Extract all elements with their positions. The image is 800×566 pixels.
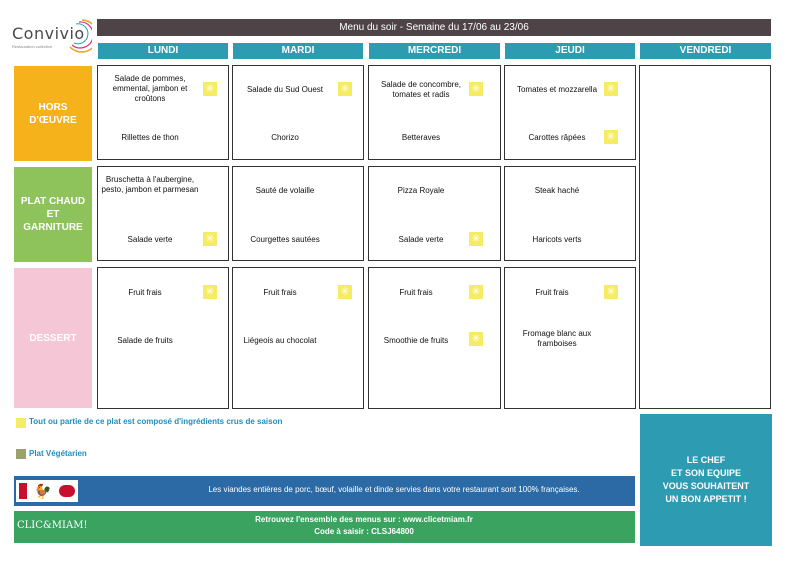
dish-item: Tomates et mozzarella [516, 85, 598, 94]
dish-item: Fruit frais [263, 288, 297, 297]
seasonal-star-icon: ✳ [604, 82, 618, 96]
website-line-1: Retrouvez l'ensemble des menus sur : www.clicetmiam.fr [255, 515, 473, 524]
chicken-icon: 🐓 [34, 482, 52, 499]
website-band [14, 511, 635, 543]
seasonal-star-icon: ✳ [338, 82, 352, 96]
category-plat-chaud: PLAT CHAUD ET GARNITURE [14, 167, 92, 262]
meat-icons [16, 480, 78, 502]
dish-item: Fruit frais [128, 288, 162, 297]
chef-message-box [640, 414, 772, 546]
dish-item: Bruschetta à l'aubergine, pesto, jambon et parmesan [101, 175, 199, 194]
dish-item: Smoothie de fruits [383, 336, 449, 345]
chef-line: ET SON EQUIPE [670, 468, 741, 478]
dish-item: Fromage blanc aux framboises [522, 329, 592, 348]
dish-item: Salade de fruits [117, 336, 173, 345]
day-header-jeudi: JEUDI [505, 43, 635, 59]
cell-plat-lundi [97, 166, 229, 261]
dish-item: Rillettes de thon [121, 133, 179, 142]
cow-icon [19, 483, 27, 499]
dish-item: Courgettes sautées [250, 235, 320, 244]
dish-item: Chorizo [271, 133, 299, 142]
day-header-mardi: MARDI [233, 43, 363, 59]
seasonal-star-icon: ✳ [203, 82, 217, 96]
seasonal-star-icon: ✳ [469, 82, 483, 96]
dish-item: Pizza Royale [397, 186, 445, 195]
chef-line: VOUS SOUHAITENT [662, 481, 750, 491]
cell-dessert-jeudi [504, 267, 636, 409]
category-dessert: DESSERT [14, 268, 92, 408]
vegetarian-legend-icon [16, 449, 26, 459]
clic-miam-logo: CLIC&MIAM! [17, 520, 88, 531]
website-line-2: Code à saisir : CLSJ64800 [314, 527, 414, 536]
seasonal-legend-icon [16, 418, 26, 428]
dish-item: Salade verte [398, 235, 444, 244]
dish-item: Fruit frais [535, 288, 569, 297]
dish-item: Salade du Sud Ouest [246, 85, 324, 94]
dish-item: Salade de concombre, tomates et radis [380, 80, 462, 99]
dish-item: Sauté de volaille [255, 186, 315, 195]
chef-line: LE CHEF [686, 455, 726, 465]
cell-hors-doeuvre-mardi [232, 65, 364, 160]
dish-item: Liégeois au chocolat [243, 336, 317, 345]
cell-vendredi-empty [639, 65, 771, 409]
cell-dessert-mardi [232, 267, 364, 409]
convivio-logo [12, 14, 92, 54]
cell-dessert-lundi [97, 267, 229, 409]
legend-seasonal: Tout ou partie de ce plat est composé d'ingrédients crus de saison [29, 417, 283, 426]
seasonal-star-icon: ✳ [469, 232, 483, 246]
legend-vegetarian: Plat Végétarien [29, 449, 87, 458]
chef-line: UN BON APPETIT ! [665, 494, 747, 504]
seasonal-star-icon: ✳ [604, 130, 618, 144]
origin-note: Les viandes entières de porc, bœuf, volaille et dinde servies dans votre restaurant sont 100% françaises. [208, 485, 580, 494]
cell-plat-mercredi [368, 166, 501, 261]
dish-item: Fruit frais [399, 288, 433, 297]
origin-band [14, 476, 635, 506]
cell-hors-doeuvre-lundi [97, 65, 229, 160]
category-hors-doeuvre: HORS D'ŒUVRE [14, 66, 92, 161]
cell-plat-mardi [232, 166, 364, 261]
seasonal-star-icon: ✳ [203, 232, 217, 246]
seasonal-star-icon: ✳ [203, 285, 217, 299]
cell-hors-doeuvre-mercredi [368, 65, 501, 160]
dish-item: Haricots verts [532, 235, 582, 244]
brand-tagline: Restauration collective [12, 44, 53, 49]
cell-hors-doeuvre-jeudi [504, 65, 636, 160]
cell-dessert-mercredi [368, 267, 501, 409]
seasonal-star-icon: ✳ [469, 332, 483, 346]
dish-item: Salade verte [127, 235, 173, 244]
seasonal-star-icon: ✳ [469, 285, 483, 299]
dish-item: Salade de pommes, emmental, jambon et croûtons [112, 74, 188, 103]
dish-item: Steak haché [534, 186, 580, 195]
seasonal-star-icon: ✳ [338, 285, 352, 299]
dish-item: Betteraves [401, 133, 441, 142]
day-header-lundi: LUNDI [98, 43, 228, 59]
day-header-mercredi: MERCREDI [369, 43, 500, 59]
seasonal-star-icon: ✳ [604, 285, 618, 299]
brand-name: Convivio [12, 24, 85, 43]
cell-plat-jeudi [504, 166, 636, 261]
day-header-vendredi: VENDREDI [640, 43, 771, 59]
menu-title: Menu du soir - Semaine du 17/06 au 23/06 [97, 19, 771, 36]
dish-item: Carottes râpées [528, 133, 586, 142]
pig-icon [59, 485, 75, 497]
